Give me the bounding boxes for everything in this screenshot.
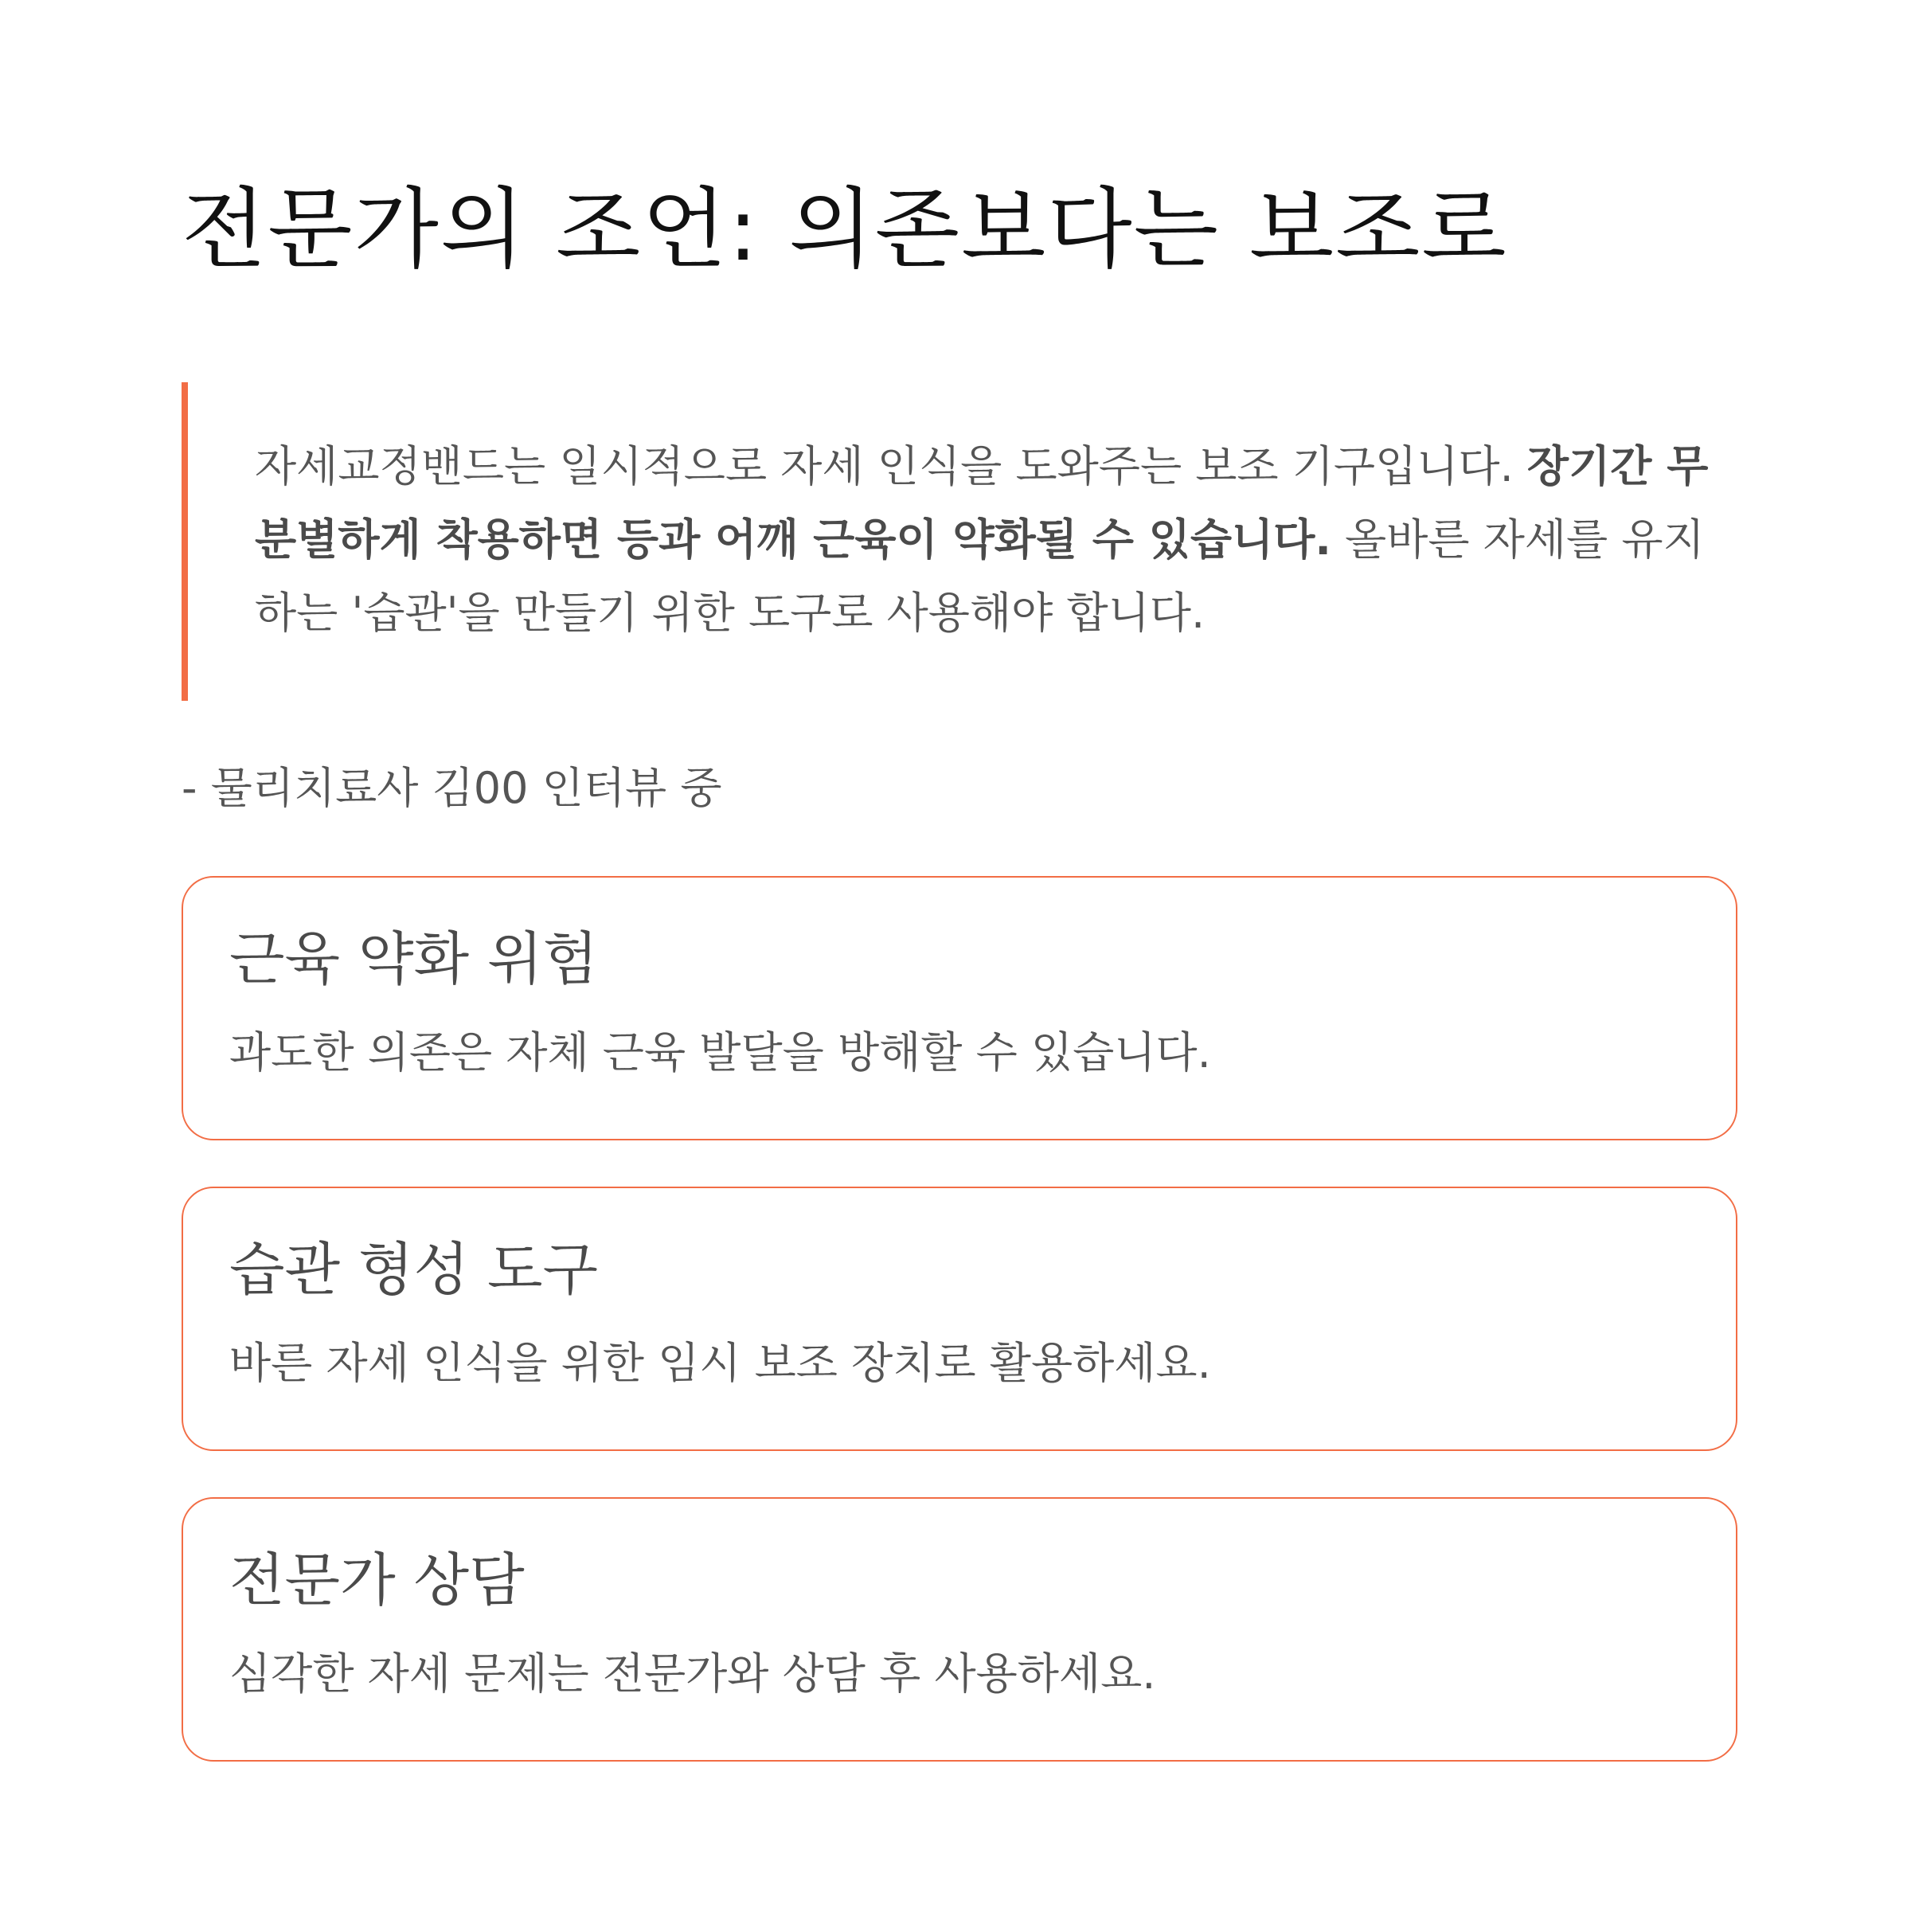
card-title: 전문가 상담	[229, 1547, 525, 1613]
quote-attribution: - 물리치료사 김00 인터뷰 중	[182, 763, 722, 813]
card-title: 근육 약화 위험	[229, 925, 599, 992]
quote-text-warning: 장기간 무분별하게 착용하면 등과 어깨 근육이 약화될 수 있습니다.	[255, 441, 1709, 565]
quote-text-intro: 자세교정밴드는 일시적으로 자세 인식을 도와주는 보조 기구입니다.	[255, 441, 1527, 491]
card-expert-consultation	[182, 1497, 1737, 1762]
card-title: 습관 형성 도구	[229, 1236, 599, 1303]
card-description: 과도한 의존은 자체 근육 발달을 방해할 수 있습니다.	[229, 1027, 1211, 1077]
expert-quote-block	[182, 382, 1737, 701]
quote-text	[255, 430, 1728, 650]
card-muscle-weakness-risk	[182, 876, 1737, 1140]
card-description: 바른 자세 인식을 위한 임시 보조 장치로 활용하세요.	[229, 1338, 1211, 1388]
quote-text-conclusion: 올바른 자세를 유지하는 '습관'을 만들기 위한 도구로 사용해야 합니다.	[255, 514, 1705, 638]
card-habit-forming-tool	[182, 1187, 1737, 1451]
page-title: 전문가의 조언: 의존보다는 보조로	[182, 178, 1508, 280]
card-description: 심각한 자세 문제는 전문가와 상담 후 사용하세요.	[229, 1648, 1156, 1699]
